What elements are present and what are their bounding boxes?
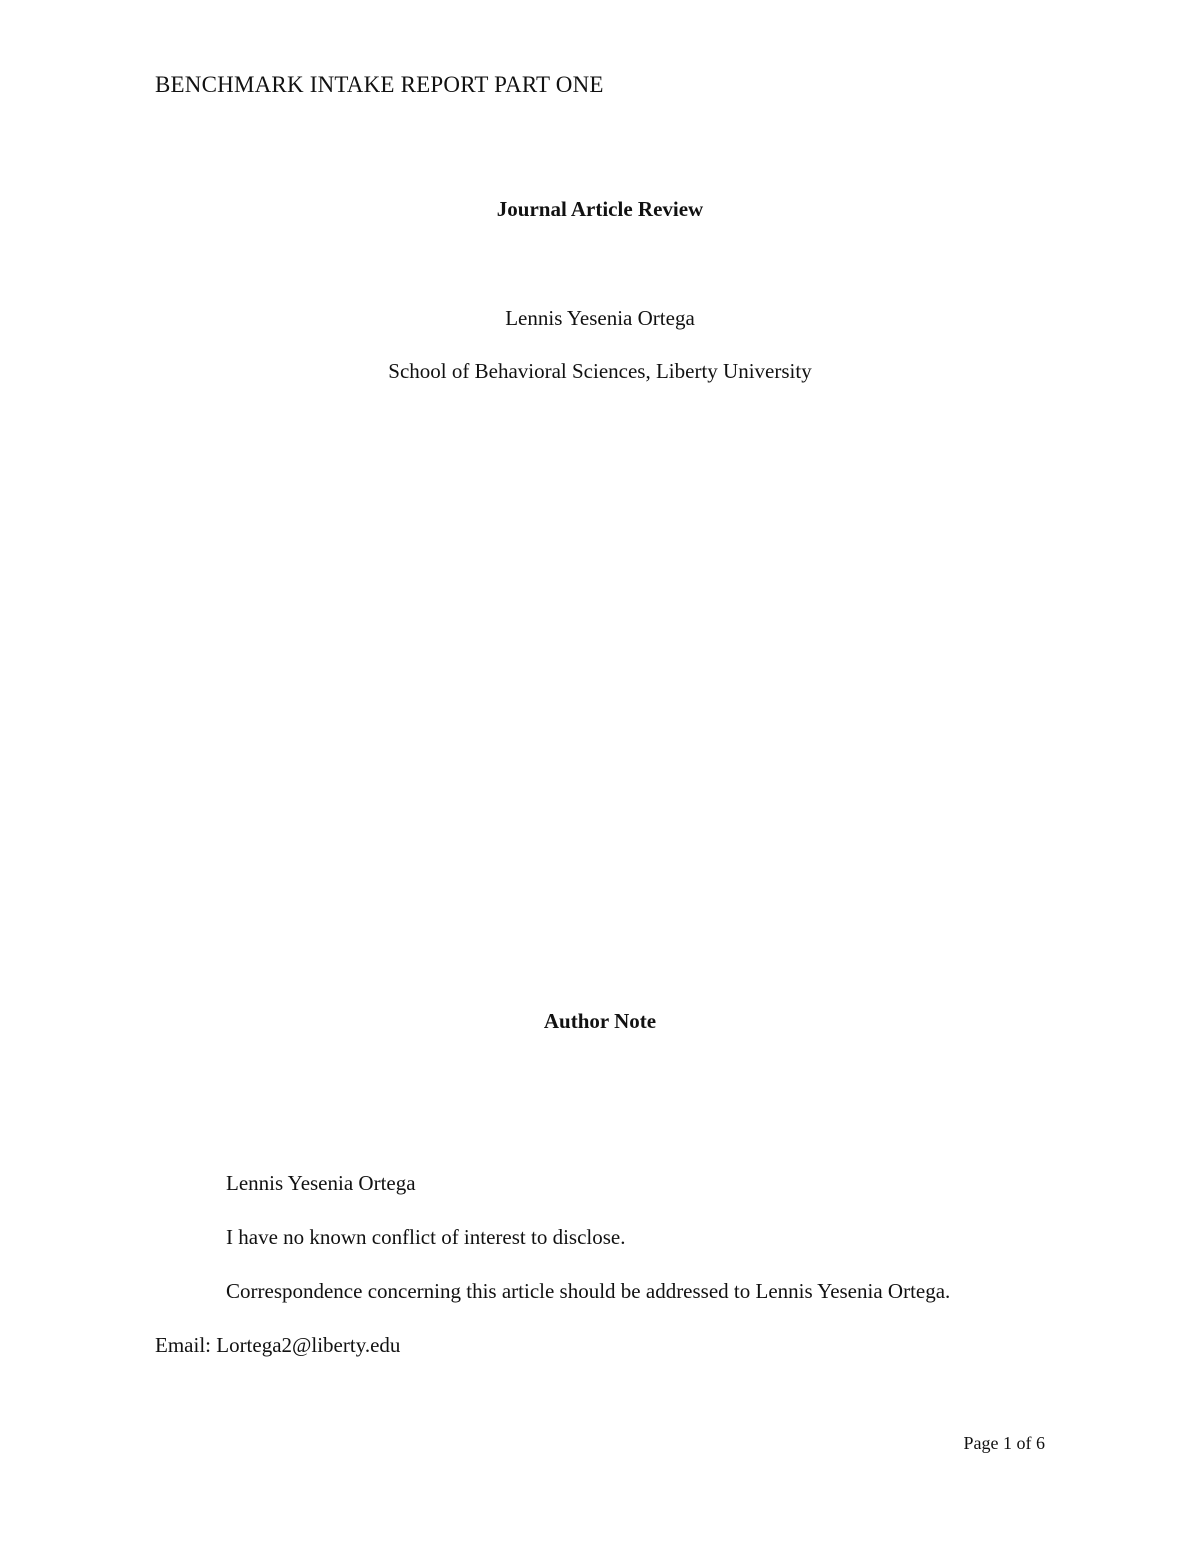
author-affiliation: School of Behavioral Sciences, Liberty University: [388, 359, 812, 383]
page-number: Page 1 of 6: [963, 1433, 1045, 1453]
author-note-name: Lennis Yesenia Ortega: [226, 1171, 416, 1195]
author-note-heading: Author Note: [543, 1009, 657, 1033]
contact-email: Email: Lortega2@liberty.edu: [155, 1333, 401, 1357]
correspondence-statement: Correspondence concerning this article should be addressed to Lennis Yesenia Ortega.: [226, 1279, 951, 1303]
author-name: Lennis Yesenia Ortega: [505, 306, 695, 330]
running-head: BENCHMARK INTAKE REPORT PART ONE: [155, 72, 604, 97]
conflict-of-interest-statement: I have no known conflict of interest to disclose.: [226, 1225, 626, 1249]
paper-title: Journal Article Review: [496, 197, 704, 221]
